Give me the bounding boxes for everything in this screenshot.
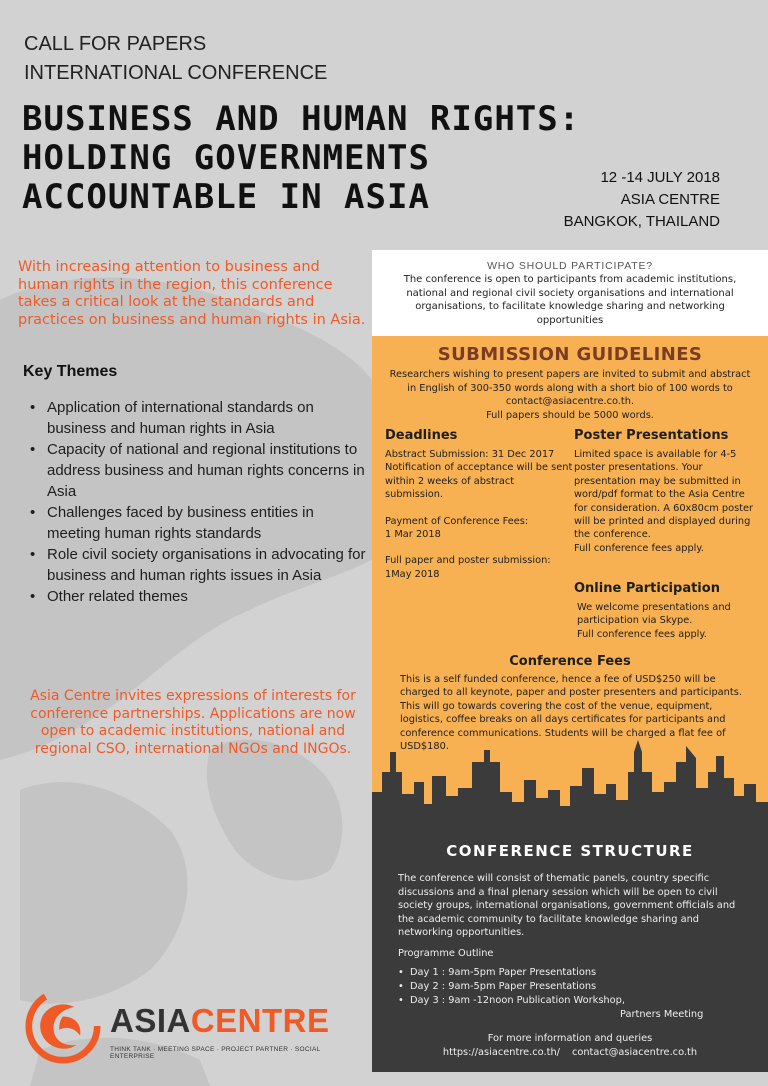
list-item: • Day 2 : 9am-5pm Paper Presentations <box>398 980 748 994</box>
swirl-logo-icon <box>24 988 102 1064</box>
submission-intro-text: Researchers wishing to present papers are invited to submit and abstract in English of 300-350 words along with a short bio of 100 words to contact@asiacentre.co.th. <box>389 369 751 407</box>
logo-wordmark <box>110 1002 330 1040</box>
poster-heading: Poster Presentations <box>574 428 729 443</box>
structure-text: The conference will consist of thematic panels, country specific discussions and a final plenary session which will be open to civil society groups, international organisations, government officials and the academic community to facilitate knowledge sharing and networking opportunities. <box>398 873 736 938</box>
day3-continuation: Partners Meeting <box>620 1009 704 1020</box>
contact-links <box>372 1046 768 1060</box>
online-fees: Full conference fees apply. <box>577 628 707 640</box>
event-info <box>564 167 720 233</box>
list-item: • Day 1 : 9am-5pm Paper Presentations <box>398 966 748 980</box>
poster-text <box>574 448 760 555</box>
logo-word-asia: ASIA <box>110 1002 191 1039</box>
title-line: ACCOUNTABLE IN ASIA <box>22 177 430 217</box>
who-text: The conference is open to participants from academic institutions, national and regional civil society organisations and international organisations, to facilitate knowledge sharing and networking opportunities <box>403 274 737 326</box>
list-item: • Role civil society organisations in advocating for business and human rights issues in Asia <box>26 544 366 586</box>
online-description: We welcome presentations and participation via Skype. <box>577 602 731 627</box>
title-line: BUSINESS AND HUMAN RIGHTS: <box>22 99 581 139</box>
title-line: HOLDING GOVERNMENTS <box>22 138 430 178</box>
asia-centre-logo <box>24 988 364 1060</box>
themes-list <box>26 397 366 607</box>
list-item: • Capacity of national and regional institutions to address business and human rights concerns in Asia <box>26 439 366 502</box>
deadline-full-date: 1May 2018 <box>385 568 440 580</box>
list-item: • Day 3 : 9am -12noon Publication Workshop, <box>398 994 748 1008</box>
poster-fees: Full conference fees apply. <box>574 542 704 554</box>
header-kicker <box>24 30 327 88</box>
submission-length-note: Full papers should be 5000 words. <box>486 409 654 421</box>
partners-text: Asia Centre invites expressions of interests for conference partnerships. Applications are now open to academic institutions, national and regional CSO, international NGOs and INGOs. <box>30 688 356 757</box>
poster-description: Limited space is available for 4-5 poster presentations. Your presentation may be submitted in word/pdf format to the Asia Centre for consideration. A 60x80cm poster will be printed and displayed during the conference. <box>574 449 754 541</box>
fees-text: This is a self funded conference, hence a fee of USD$250 will be charged to all keynote, paper and poster presenters and participants. This will go towards covering the cost of the venue, equipment, logistics, coffee breaks on all days certificates for participants and conference communications. Students will be charged a flat fee of USD$180. <box>400 674 742 753</box>
submission-panel <box>372 336 768 842</box>
deadlines-heading: Deadlines <box>385 428 458 443</box>
event-dates: 12 -14 JULY 2018 <box>600 169 720 186</box>
online-heading: Online Participation <box>574 581 720 596</box>
list-item: • Application of international standards on business and human rights in Asia <box>26 397 366 439</box>
deadline-payment-label: Payment of Conference Fees: <box>385 515 529 527</box>
logo-word-centre: CENTRE <box>190 1002 330 1039</box>
email-link[interactable]: contact@asiacentre.co.th <box>571 1046 698 1058</box>
online-text <box>577 601 761 641</box>
submission-heading: SUBMISSION GUIDELINES <box>437 344 703 365</box>
list-item: • Challenges faced by business entities in meeting human rights standards <box>26 502 366 544</box>
more-info <box>372 1032 768 1059</box>
conference-type: INTERNATIONAL CONFERENCE <box>24 62 328 84</box>
deadline-full-label: Full paper and poster submission: <box>385 555 551 567</box>
fees-heading: Conference Fees <box>509 654 631 669</box>
who-heading: WHO SHOULD PARTICIPATE? <box>487 260 653 272</box>
themes-heading: Key Themes <box>23 363 118 380</box>
website-link[interactable]: https://asiacentre.co.th/ <box>442 1046 560 1058</box>
logo-tagline: THINK TANK · MEETING SPACE · PROJECT PARTNER · SOCIAL ENTERPRISE <box>110 1046 321 1060</box>
structure-panel <box>372 842 768 1072</box>
intro-text: With increasing attention to business and human rights in the region, this conference takes a critical look at the standards and practices on business and human rights in Asia. <box>18 259 366 328</box>
deadline-abstract: Abstract Submission: 31 Dec 2017 Notification of acceptance will be sent within 2 weeks of abstract submission. <box>385 449 573 501</box>
submission-intro <box>386 368 754 422</box>
deadlines-text <box>385 448 573 581</box>
event-city: BANGKOK, THAILAND <box>563 213 720 230</box>
structure-heading: CONFERENCE STRUCTURE <box>446 842 694 860</box>
deadline-payment-date: 1 Mar 2018 <box>385 529 441 541</box>
call-for-papers: CALL FOR PAPERS <box>24 33 207 55</box>
city-skyline-graphic <box>372 732 768 844</box>
programme-outline-heading: Programme Outline <box>398 948 494 959</box>
event-venue: ASIA CENTRE <box>620 191 720 208</box>
list-item: • Other related themes <box>26 586 366 607</box>
programme-outline-list <box>398 966 748 1022</box>
more-info-label: For more information and queries <box>487 1033 653 1044</box>
page-title <box>22 100 622 217</box>
who-panel <box>372 250 768 336</box>
